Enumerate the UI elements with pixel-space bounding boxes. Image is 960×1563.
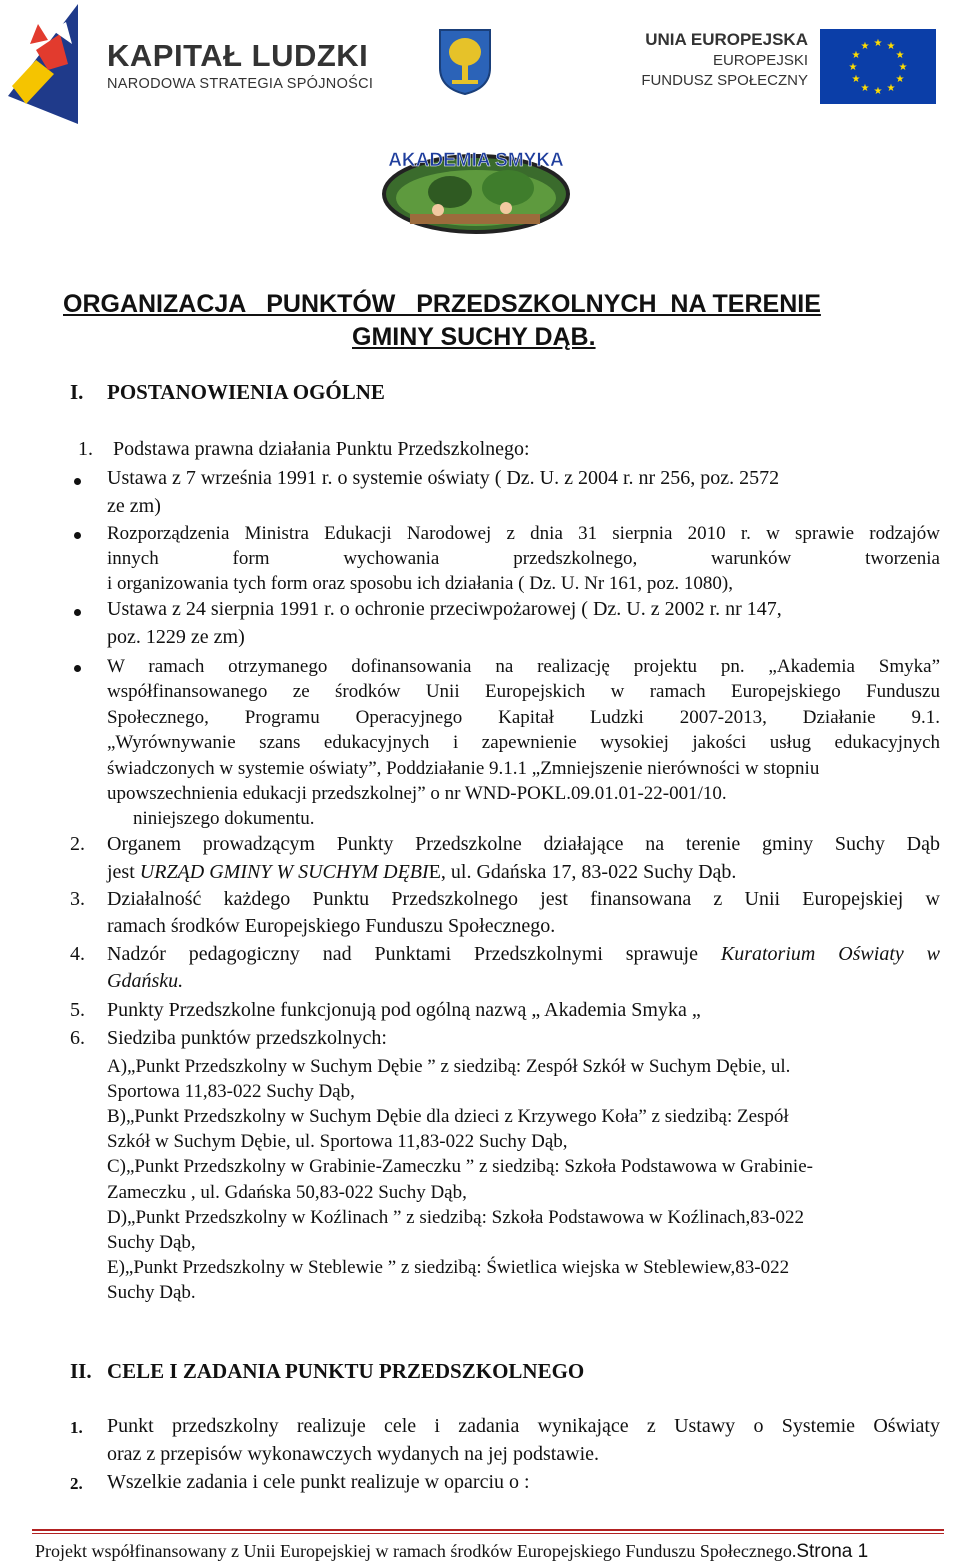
item4-number: 4.	[70, 943, 85, 965]
document-title-line2: GMINY SUCHY DĄB.	[352, 323, 596, 351]
bullet2-line1: Rozporządzenia Ministra Edukacji Narodowej z dnia 31 sierpnia 2010 r. w sprawie rodzajów	[107, 523, 940, 544]
item2-line1: Organem prowadzącym Punkty Przedszkolne działające na terenie gminy Suchy Dąb	[107, 833, 940, 855]
bullet-icon	[74, 665, 81, 672]
kapital-ludzki-subtitle: NARODOWA STRATEGIA SPÓJNOŚCI	[107, 76, 374, 92]
bullet-icon	[74, 478, 81, 485]
item5-text: Punkty Przedszkolne funkcjonują pod ogólną nazwą „ Akademia Smyka „	[107, 999, 701, 1021]
bullet4-line6: upowszechnienia edukacji przedszkolnej” o nr WND-POKL.09.01.01-22-001/10.	[107, 783, 727, 804]
svg-text:AKADEMIA SMYKA: AKADEMIA SMYKA	[388, 150, 564, 171]
location-c-line1: C)„Punkt Przedszkolny w Grabinie-Zameczku ” z siedzibą: Szkoła Podstawowa w Grabinie-	[107, 1156, 813, 1177]
item2-line2: jest URZĄD GMINY W SUCHYM DĘBIE, ul. Gdańska 17, 83-022 Suchy Dąb.	[107, 861, 737, 883]
item6-number: 6.	[70, 1027, 85, 1049]
item5-number: 5.	[70, 999, 85, 1021]
s2-item1-line1: Punkt przedszkolny realizuje cele i zadania wynikające z Ustawy o Systemie Oświaty	[107, 1415, 940, 1437]
gmina-coat-of-arms-icon	[438, 28, 492, 96]
s2-item1-number: 1.	[70, 1418, 83, 1437]
location-e-line1: E)„Punkt Przedszkolny w Steblewie ” z siedzibą: Świetlica wiejska w Steblewiew,83-022	[107, 1257, 790, 1278]
bullet4-line1: W ramach otrzymanego dofinansowania na realizację projektu pn. „Akademia Smyka”	[107, 656, 940, 677]
svg-text:★: ★	[886, 41, 896, 52]
location-a-line2: Sportowa 11,83-022 Suchy Dąb,	[107, 1081, 355, 1102]
svg-text:★: ★	[873, 86, 883, 97]
eu-label-line1: UNIA EUROPEJSKA	[645, 30, 808, 49]
item1-text: Podstawa prawna działania Punktu Przedszkolnego:	[113, 438, 530, 460]
footer	[35, 1541, 868, 1563]
bullet2-line3: i organizowania tych form oraz sposobu ich działania ( Dz. U. Nr 161, poz. 1080),	[107, 573, 733, 594]
bullet4-line4: „Wyrównywanie szans edukacyjnych i zapewnienie wysokiej jakości usług edukacyjnych	[107, 732, 940, 753]
section1-number: I.	[70, 380, 84, 404]
item3-line1: Działalność każdego Punktu Przedszkolnego jest finansowana z Unii Europejskiej w	[107, 888, 940, 910]
section2-number: II.	[70, 1359, 92, 1383]
bullet-icon	[74, 609, 81, 616]
svg-text:★: ★	[851, 50, 861, 61]
page-number: Strona 1	[796, 1541, 869, 1562]
svg-text:★: ★	[873, 38, 883, 49]
footer-divider-thin	[32, 1533, 944, 1534]
location-b-line2: Szkół w Suchym Dębie, ul. Sportowa 11,83-022 Suchy Dąb,	[107, 1131, 568, 1152]
location-d-line2: Suchy Dąb,	[107, 1232, 196, 1253]
section2-heading: CELE I ZADANIA PUNKTU PRZEDSZKOLNEGO	[107, 1359, 585, 1383]
akademia-smyka-logo	[380, 142, 572, 234]
bullet4-line3: Społecznego, Programu Operacyjnego Kapitał Ludzki 2007-2013, Działanie 9.1.	[107, 707, 940, 728]
kapital-ludzki-title: KAPITAŁ LUDZKI	[107, 38, 369, 73]
svg-text:★: ★	[860, 83, 870, 94]
kuratorium-name: Kuratorium Oświaty w	[720, 943, 940, 965]
bullet1-line2: ze zm)	[107, 495, 161, 517]
location-c-line2: Zameczku , ul. Gdańska 50,83-022 Suchy Dąb,	[107, 1182, 467, 1203]
organ-name: URZĄD GMINY W SUCHYM DĘBI	[139, 861, 429, 883]
section1-heading: POSTANOWIENIA OGÓLNE	[107, 380, 385, 404]
location-b-line1: B)„Punkt Przedszkolny w Suchym Dębie dla dzieci z Krzywego Koła” z siedzibą: Zespół	[107, 1106, 789, 1127]
s2-item2-text: Wszelkie zadania i cele punkt realizuje w oparciu o :	[107, 1471, 530, 1493]
location-d-line1: D)„Punkt Przedszkolny w Koźlinach ” z siedzibą: Szkoła Podstawowa w Koźlinach,83-022	[107, 1207, 805, 1228]
svg-text:★: ★	[848, 62, 858, 73]
bullet2-line2: innych form wychowania przedszkolnego, warunków tworzenia	[107, 548, 940, 569]
svg-text:★: ★	[895, 74, 905, 85]
svg-text:★: ★	[851, 74, 861, 85]
bullet4-line7: niniejszego dokumentu.	[133, 808, 315, 829]
footer-text: Projekt współfinansowany z Unii Europejskiej w ramach środków Europejskiego Funduszu Społecznego.	[35, 1541, 797, 1561]
item4-line1: Nadzór pedagogiczny nad Punktami Przedszkolnymi sprawuje Kuratorium Oświaty w	[107, 943, 940, 965]
s2-item2-number: 2.	[70, 1474, 83, 1493]
svg-text:★: ★	[860, 41, 870, 52]
item3-number: 3.	[70, 888, 85, 910]
bullet-icon	[74, 532, 81, 539]
eu-flag-icon	[820, 29, 936, 104]
bullet3-line1: Ustawa z 24 sierpnia 1991 r. o ochronie przeciwpożarowej ( Dz. U. z 2002 r. nr 147,	[107, 598, 782, 620]
svg-text:★: ★	[895, 50, 905, 61]
bullet3-line2: poz. 1229 ze zm)	[107, 626, 245, 648]
kapital-ludzki-emblem-icon	[8, 4, 108, 124]
item2-number: 2.	[70, 833, 85, 855]
bullet4-line5: świadczonych w systemie oświaty”, Poddziałanie 9.1.1 „Zmniejszenie nierówności w stopniu	[107, 758, 820, 779]
item4-line2: Gdańsku.	[107, 970, 184, 992]
eu-label-line3: FUNDUSZ SPOŁECZNY	[641, 72, 808, 89]
eu-label-line2: EUROPEJSKI	[712, 52, 808, 69]
bullet4-line2: współfinansowanego ze środków Unii Europejskich w ramach Europejskiego Funduszu	[107, 681, 940, 702]
s2-item1-line2: oraz z przepisów wykonawczych wydanych na jej podstawie.	[107, 1443, 600, 1465]
location-a-line1: A)„Punkt Przedszkolny w Suchym Dębie ” z siedzibą: Zespół Szkół w Suchym Dębie, ul.	[107, 1056, 791, 1077]
item1-number: 1.	[78, 438, 93, 460]
svg-text:★: ★	[898, 62, 908, 73]
item3-line2: ramach środków Europejskiego Funduszu Społecznego.	[107, 915, 556, 937]
item6-text: Siedziba punktów przedszkolnych:	[107, 1027, 387, 1049]
footer-divider	[32, 1529, 944, 1531]
document-title-line1: ORGANIZACJA PUNKTÓW PRZEDSZKOLNYCH NA TERENIE	[63, 290, 821, 318]
svg-text:★: ★	[886, 83, 896, 94]
bullet1-line1: Ustawa z 7 września 1991 r. o systemie oświaty ( Dz. U. z 2004 r. nr 256, poz. 2572	[107, 467, 780, 489]
location-e-line2: Suchy Dąb.	[107, 1282, 196, 1303]
